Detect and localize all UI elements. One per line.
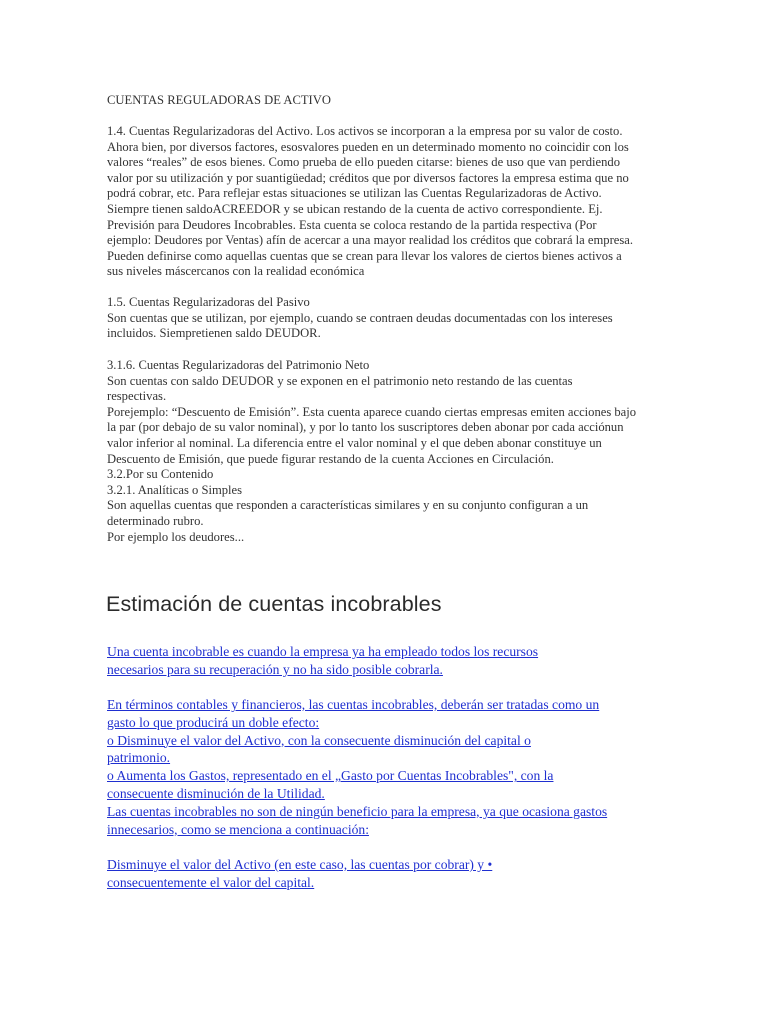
text-line: Pueden definirse como aquellas cuentas que se crean para llevar los valores de ciertos bienes activos a — [107, 248, 622, 263]
text-line: 1.4. Cuentas Regularizadoras del Activo. Los activos se incorporan a la empresa por su valor de costo. — [107, 124, 623, 138]
link-line[interactable]: o Aumenta los Gastos, representado en el „Gasto por Cuentas Incobrables", con la — [107, 768, 554, 784]
text-line: podrá cobrar, etc. Para reflejar estas situaciones se utilizan las Cuentas Regularizadoras de Activo. — [107, 186, 602, 201]
text-line: Por ejemplo los deudores... — [107, 529, 245, 544]
text-line: 3.2.Por su Contenido — [107, 467, 214, 482]
link-line[interactable]: Disminuye el valor del Activo (en este caso, las cuentas por cobrar) y • — [107, 857, 493, 872]
text-line: Son cuentas que se utilizan, por ejemplo, cuando se contraen deudas documentadas con los intereses — [107, 310, 613, 325]
link-line[interactable]: o Disminuye el valor del Activo, con la consecuente disminución del capital o — [107, 732, 531, 748]
text-line: sus niveles máscercanos con la realidad económica — [107, 264, 365, 279]
text-line: Porejemplo: “Descuento de Emisión”. Esta cuenta aparece cuando ciertas empresas emiten acciones bajo — [107, 404, 637, 419]
link-line[interactable]: consecuente disminución de la Utilidad. — [107, 785, 325, 801]
activo-paragraph — [107, 124, 663, 280]
text-line: respectivas. — [107, 389, 167, 404]
link-line[interactable]: Una cuenta incobrable es cuando la empresa ya ha empleado todos los recursos — [107, 644, 539, 659]
link-group-effects — [107, 696, 667, 838]
heading-block — [107, 93, 663, 109]
pasivo-paragraph — [107, 295, 663, 342]
text-line: valores “reales” de esos bienes. Como prueba de ello pueden citarse: bienes de uso que van perdiendo — [107, 155, 621, 170]
section-title: Estimación de cuentas incobrables — [106, 592, 442, 616]
link-group-definition — [107, 643, 667, 679]
link-line[interactable]: patrimonio. — [107, 750, 171, 766]
text-line: 3.2.1. Analíticas o Simples — [107, 482, 243, 497]
text-line: Siempre tienen saldoACREEDOR y se ubican restando de la cuenta de activo correspondiente. Ej. — [107, 201, 603, 216]
link-line[interactable]: En términos contables y financieros, las cuentas incobrables, deberán ser tratadas como un — [107, 697, 600, 712]
link-line[interactable]: necesarios para su recuperación y no ha sido posible cobrarla. — [107, 661, 443, 677]
text-line: valor inferior al nominal. La diferencia entre el valor nominal y el que deben abonar constituye un — [107, 435, 602, 450]
text-line: Ahora bien, por diversos factores, esosvalores pueden en un determinado momento no coincidir con los — [107, 139, 629, 154]
link-group-consequence — [107, 856, 667, 892]
text-line: Son cuentas con saldo DEUDOR y se exponen en el patrimonio neto restando de las cuentas — [107, 373, 573, 388]
document-heading: CUENTAS REGULADORAS DE ACTIVO — [107, 93, 331, 107]
text-line: valor por su utilización y por suantigüedad; créditos que por diversos factores la empresa estima que no — [107, 170, 629, 185]
link-line[interactable]: innecesarios, como se menciona a continuación: — [107, 821, 369, 837]
text-line: 1.5. Cuentas Regularizadoras del Pasivo — [107, 295, 310, 309]
link-line[interactable]: Las cuentas incobrables no son de ningún beneficio para la empresa, ya que ocasiona gastos — [107, 803, 608, 819]
patrimonio-paragraph — [107, 358, 663, 545]
text-line: incluidos. Siempretienen saldo DEUDOR. — [107, 326, 321, 341]
text-line: Descuento de Emisión, que puede figurar restando de la cuenta Acciones en Circulación. — [107, 451, 554, 466]
link-line[interactable]: gasto lo que producirá un doble efecto: — [107, 714, 320, 730]
text-line: determinado rubro. — [107, 513, 204, 528]
text-line: la par (por debajo de su valor nominal), y por lo tanto los suscriptores deben abonar por cada acciónun — [107, 420, 624, 435]
text-line: 3.1.6. Cuentas Regularizadoras del Patrimonio Neto — [107, 358, 370, 372]
text-line: Son aquellas cuentas que responden a características similares y en su conjunto configuran a un — [107, 498, 589, 513]
text-line: ejemplo: Deudores por Ventas) afín de acercar a una mayor realidad los créditos que cobrará la empresa. — [107, 233, 634, 248]
text-line: Previsión para Deudores Incobrables. Esta cuenta se coloca restando de la partida respectiva (Por — [107, 217, 597, 232]
link-line[interactable]: consecuentemente el valor del capital. — [107, 874, 315, 890]
